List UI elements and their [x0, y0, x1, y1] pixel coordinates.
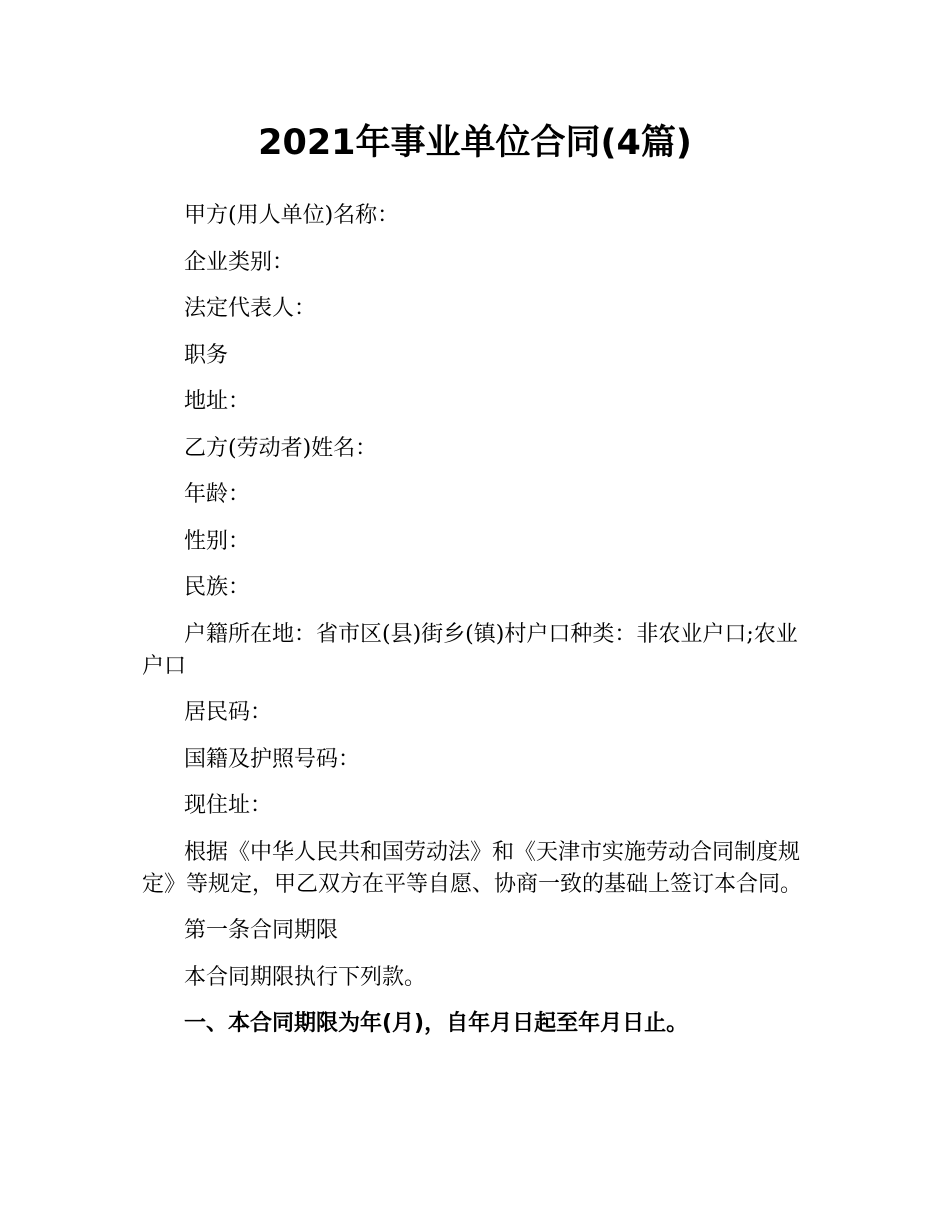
- paragraph-legal-basis: 根据《中华人民共和国劳动法》和《天津市实施劳动合同制度规定》等规定，甲乙双方在平等自愿、协商一致的基础上签订本合同。: [142, 839, 803, 897]
- paragraph-address: 地址：: [184, 389, 251, 414]
- paragraph-current-address: 现住址：: [184, 793, 273, 818]
- paragraph-position: 职务: [184, 342, 229, 368]
- paragraph-resident-code: 居民码：: [184, 700, 273, 725]
- paragraph-enterprise-type: 企业类别：: [184, 249, 295, 275]
- paragraph-gender: 性别：: [184, 528, 251, 554]
- paragraph-article-one-heading: 第一条合同期限: [184, 918, 339, 943]
- paragraph-party-b-name: 乙方(劳动者)姓名：: [184, 435, 378, 461]
- document-body: [142, 200, 810, 1055]
- paragraph-household-registration: 户籍所在地：省市区(县)街乡(镇)村户口种类：非农业户口;农业户口: [142, 621, 798, 679]
- paragraph-age: 年龄：: [184, 482, 251, 507]
- paragraph-legal-representative: 法定代表人：: [184, 296, 317, 321]
- document-title: 2021年事业单位合同(4篇): [258, 123, 692, 163]
- paragraph-term-clause-one: 一、本合同期限为年(月)，自年月日起至年月日止。: [184, 1011, 689, 1036]
- paragraph-nationality-passport: 国籍及护照号码：: [184, 746, 361, 772]
- paragraph-term-execution: 本合同期限执行下列款。: [184, 964, 427, 990]
- paragraph-party-a-name: 甲方(用人单位)名称：: [184, 203, 400, 228]
- paragraph-ethnicity: 民族：: [184, 575, 251, 600]
